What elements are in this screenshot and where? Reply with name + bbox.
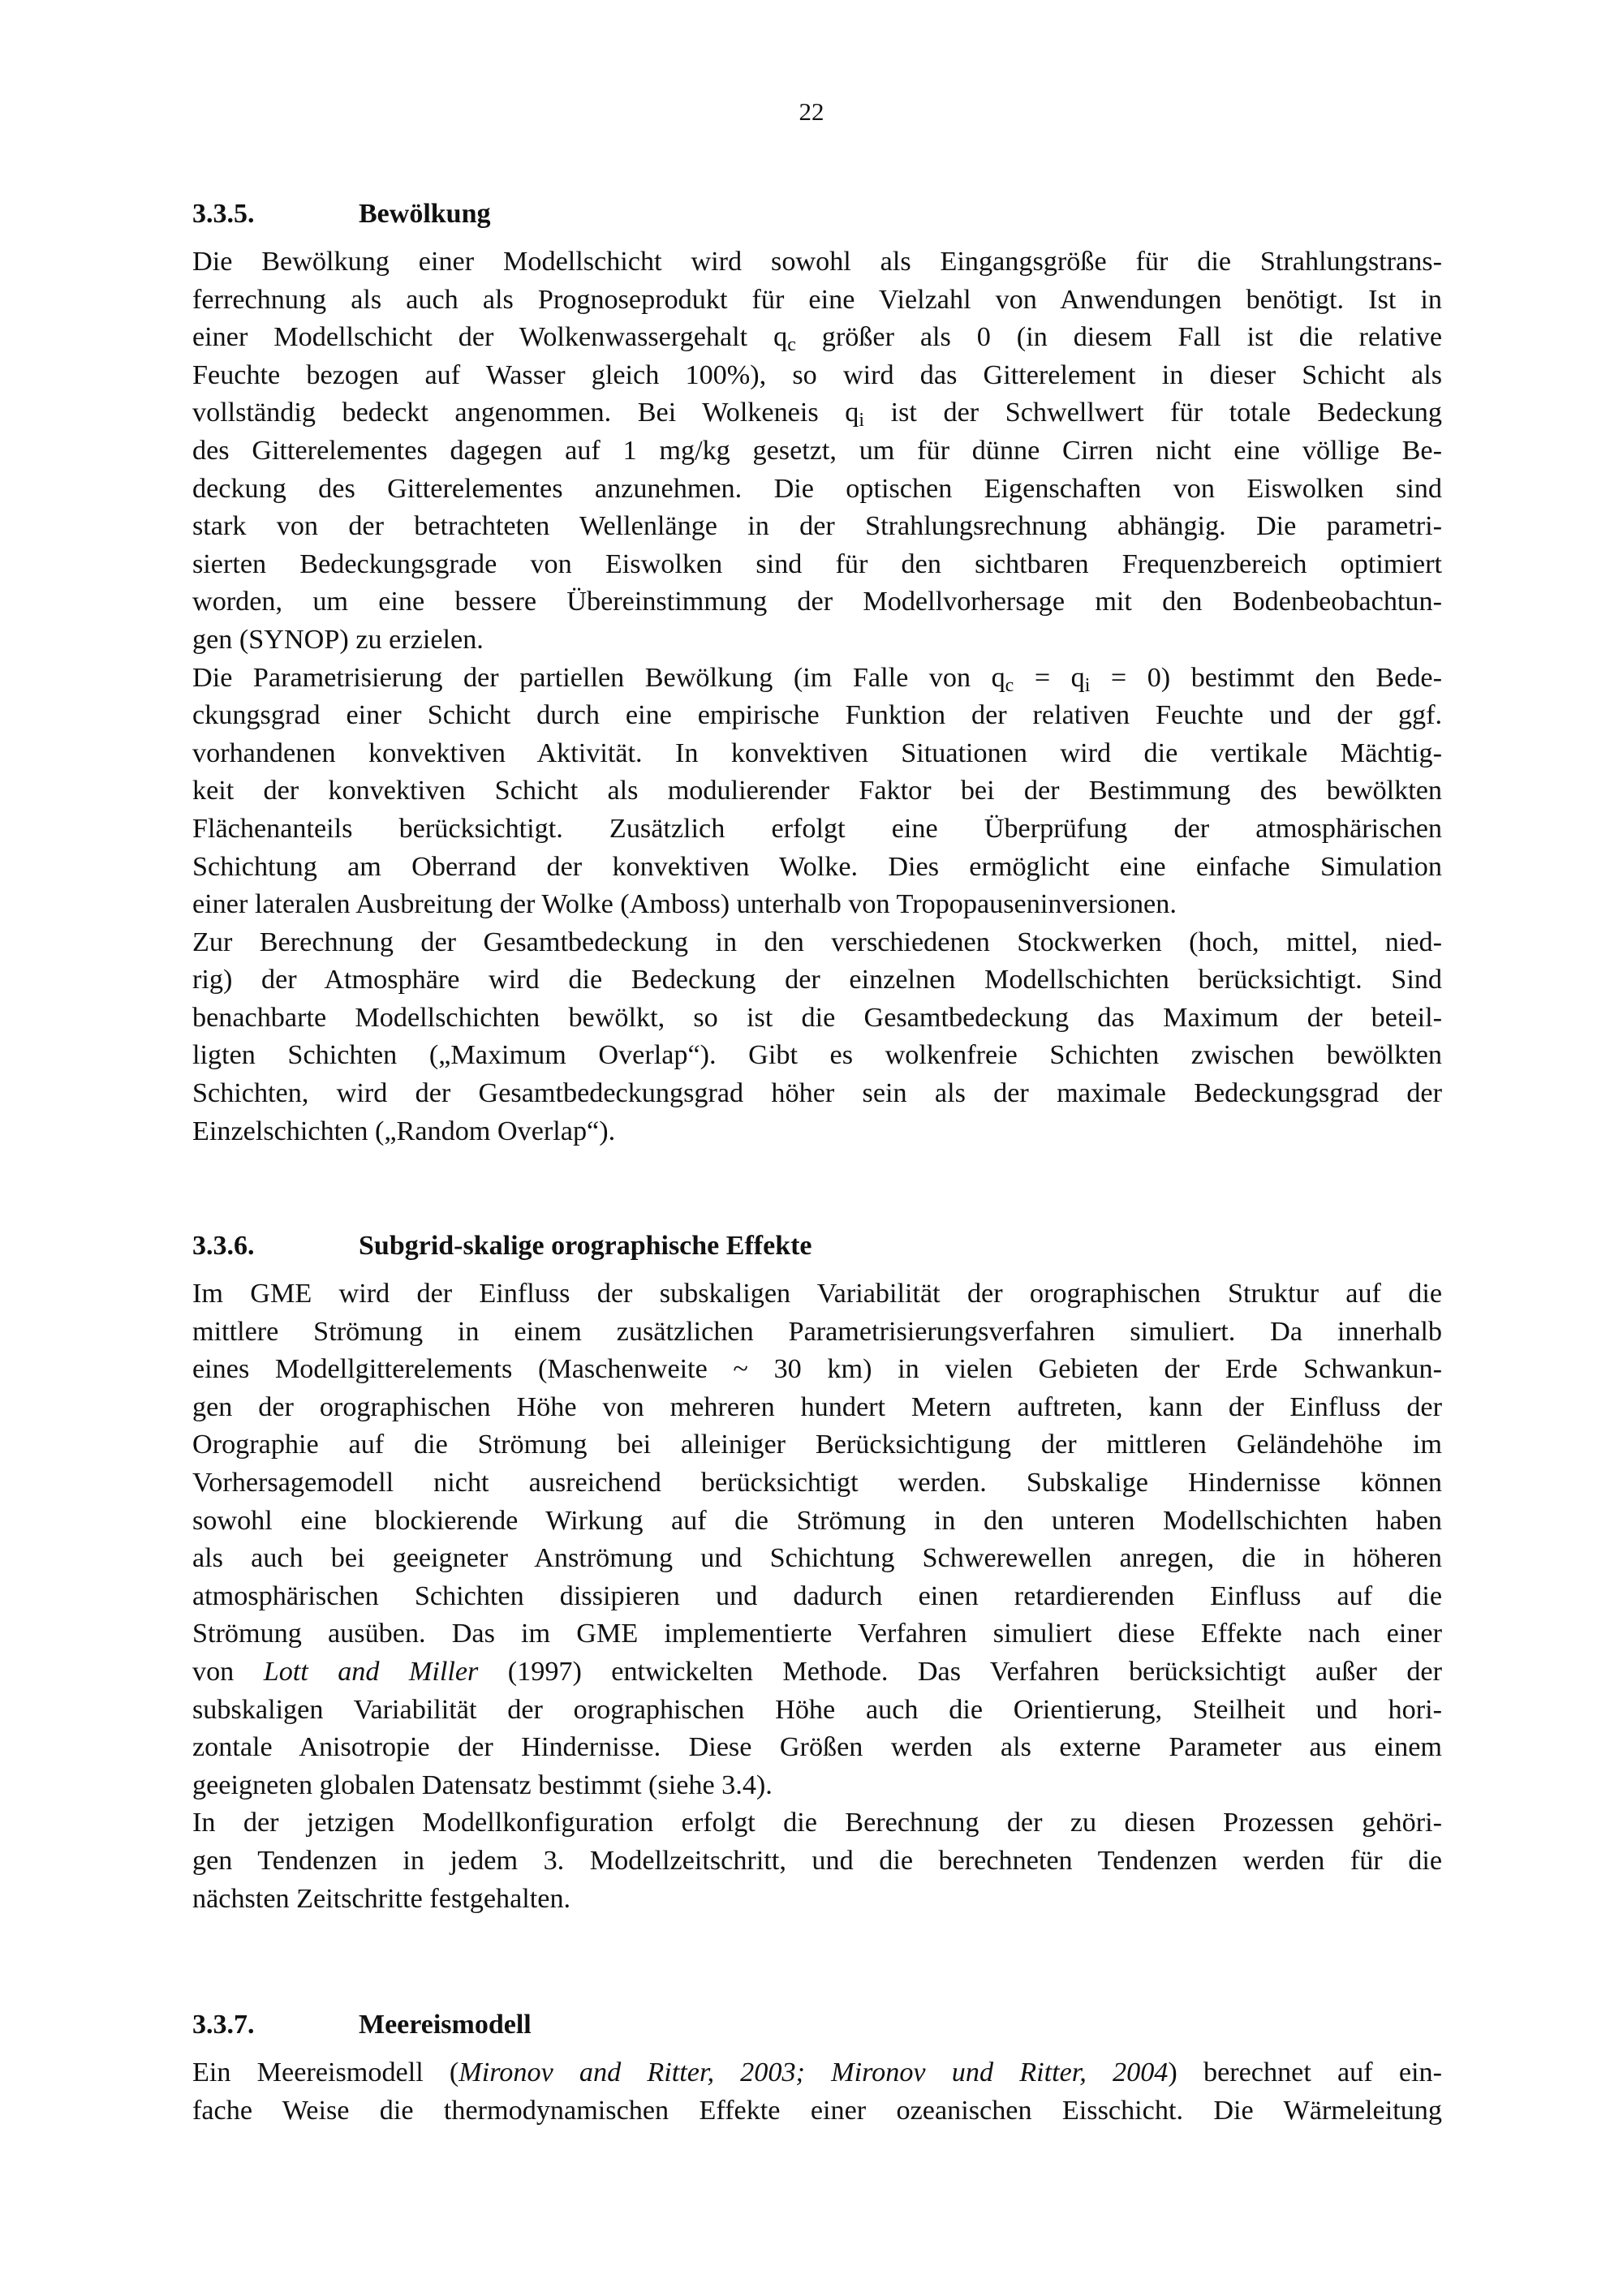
section-number: 3.3.6. xyxy=(192,1231,255,1261)
text-line: vorhandenen konvektiven Aktivität. In konvektiven Situationen wird die vertikale Mächtig- xyxy=(192,737,1442,768)
page-number: 22 xyxy=(799,97,824,126)
text-line: Die Bewölkung einer Modellschicht wird sowohl als Eingangsgröße für die Strahlungstrans- xyxy=(192,247,1442,277)
text-line: Ein Meereismodell (Mironov and Ritter, 2003; Mironov und Ritter, 2004) berechnet auf ein- xyxy=(192,2057,1442,2087)
section-title: Bewölkung xyxy=(359,199,491,229)
text-line: als auch bei geeigneter Anströmung und Schichtung Schwerewellen anregen, die in höheren xyxy=(192,1543,1442,1574)
text-line: des Gitterelementes dagegen auf 1 mg/kg gesetzt, um für dünne Cirren nicht eine völlige Be- xyxy=(192,435,1442,466)
text-line: atmosphärischen Schichten dissipieren und dadurch einen retardierenden Einfluss auf die xyxy=(192,1580,1442,1611)
text-line: subskaligen Variabilität der orographischen Höhe auch die Orientierung, Steilheit und hori- xyxy=(192,1694,1442,1725)
text-line: Feuchte bezogen auf Wasser gleich 100%), so wird das Gitterelement in dieser Schicht als xyxy=(192,359,1442,390)
text-line: geeigneten globalen Datensatz bestimmt (siehe 3.4). xyxy=(192,1769,773,1800)
section-body-3-3-5 xyxy=(192,243,1442,1150)
text-line: gen Tendenzen in jedem 3. Modellzeitschritt, und die berechneten Tendenzen werden für die xyxy=(192,1845,1442,1876)
text-line: von Lott and Miller (1997) entwickelten Methode. Das Verfahren berücksichtigt außer der xyxy=(192,1656,1442,1687)
text-line: Schichten, wird der Gesamtbedeckungsgrad höher sein als der maximale Bedeckungsgrad der xyxy=(192,1078,1442,1109)
text-line: Orographie auf die Strömung bei alleiniger Berücksichtigung der mittleren Geländehöhe im xyxy=(192,1430,1442,1460)
text-line: benachbarte Modellschichten bewölkt, so ist die Gesamtbedeckung das Maximum der beteil- xyxy=(192,1002,1442,1033)
text-line: stark von der betrachteten Wellenlänge in der Strahlungsrechnung abhängig. Die parametri- xyxy=(192,511,1442,542)
text-line: eines Modellgitterelements (Maschenweite ~ 30 km) in vielen Gebieten der Erde Schwankun- xyxy=(192,1354,1442,1385)
section-title: Meereismodell xyxy=(359,2010,532,2040)
text-line: zontale Anisotropie der Hindernisse. Diese Größen werden als externe Parameter aus einem xyxy=(192,1732,1442,1763)
section-title: Subgrid-skalige orographische Effekte xyxy=(359,1231,812,1261)
text-line: Im GME wird der Einfluss der subskaligen Variabilität der orographischen Struktur auf die xyxy=(192,1279,1442,1309)
text-line: mittlere Strömung in einem zusätzlichen Parametrisierungsverfahren simuliert. Da innerhalb xyxy=(192,1316,1442,1347)
text-line: Die Parametrisierung der partiellen Bewölkung (im Falle von $q_c = q_i = 0$) bestimmt den Bede- xyxy=(192,662,1442,696)
text-line: sierten Bedeckungsgrade von Eiswolken sind für den sichtbaren Frequenzbereich optimiert xyxy=(192,548,1442,579)
text-line: gen der orographischen Höhe von mehreren hundert Metern auftreten, kann der Einfluss der xyxy=(192,1391,1442,1422)
text-line: einer Modellschicht der Wolkenwassergehalt $q_c$ größer als 0 (in diesem Fall ist die relative xyxy=(192,322,1442,356)
text-line: fache Weise die thermodynamischen Effekte einer ozeanischen Eisschicht. Die Wärmeleitung xyxy=(192,2095,1442,2126)
text-line: keit der konvektiven Schicht als modulierender Faktor bei der Bestimmung des bewölkten xyxy=(192,776,1442,806)
section-heading-3-3-5 xyxy=(192,196,1442,232)
text-line: rig) der Atmosphäre wird die Bedeckung der einzelnen Modellschichten berücksichtigt. Sind xyxy=(192,965,1442,995)
citation: Mironov and Ritter, 2003; Mironov und Ritter, 2004 xyxy=(458,2057,1169,2087)
section-number: 3.3.5. xyxy=(192,199,255,229)
text-line: Zur Berechnung der Gesamtbedeckung in den verschiedenen Stockwerken (hoch, mittel, nied- xyxy=(192,927,1442,957)
text-line: worden, um eine bessere Übereinstimmung der Modellvorhersage mit den Bodenbeobachtun- xyxy=(192,587,1442,617)
text-line: nächsten Zeitschritte festgehalten. xyxy=(192,1883,571,1914)
text-line: vollständig bedeckt angenommen. Bei Wolkeneis $q_i$ ist der Schwellwert für totale Bedeckung xyxy=(192,398,1442,432)
text-line: sowohl eine blockierende Wirkung auf die Strömung in den unteren Modellschichten haben xyxy=(192,1505,1442,1536)
citation: Lott and Miller xyxy=(263,1656,479,1687)
text-line: Vorhersagemodell nicht ausreichend berücksichtigt werden. Subskalige Hindernisse können xyxy=(192,1467,1442,1498)
text-line: ckungsgrad einer Schicht durch eine empirische Funktion der relativen Feuchte und der ggf. xyxy=(192,700,1442,731)
text-line: ferrechnung als auch als Prognoseprodukt für eine Vielzahl von Anwendungen benötigt. Ist in xyxy=(192,284,1442,315)
section-body-3-3-7 xyxy=(192,2054,1442,2130)
text-line: gen (SYNOP) zu erzielen. xyxy=(192,624,484,655)
text-line: ligten Schichten („Maximum Overlap“). Gibt es wolkenfreie Schichten zwischen bewölkten xyxy=(192,1040,1442,1071)
section-heading-3-3-7 xyxy=(192,2007,1442,2043)
section-body-3-3-6 xyxy=(192,1275,1442,1918)
text-line: deckung des Gitterelementes anzunehmen. Die optischen Eigenschaften von Eiswolken sind xyxy=(192,473,1442,504)
text-line: einer lateralen Ausbreitung der Wolke (Amboss) unterhalb von Tropopauseninversionen. xyxy=(192,889,1177,920)
text-line: Strömung ausüben. Das im GME implementierte Verfahren simuliert diese Effekte nach einer xyxy=(192,1619,1442,1649)
text-line: Einzelschichten („Random Overlap“). xyxy=(192,1116,616,1146)
section-heading-3-3-6 xyxy=(192,1228,1442,1264)
text-line: In der jetzigen Modellkonfiguration erfolgt die Berechnung der zu diesen Prozessen gehöri- xyxy=(192,1808,1442,1838)
text-line: Schichtung am Oberrand der konvektiven Wolke. Dies ermöglicht eine einfache Simulation xyxy=(192,851,1442,882)
text-line: Flächenanteils berücksichtigt. Zusätzlich erfolgt eine Überprüfung der atmosphärischen xyxy=(192,813,1442,844)
section-number: 3.3.7. xyxy=(192,2010,255,2040)
